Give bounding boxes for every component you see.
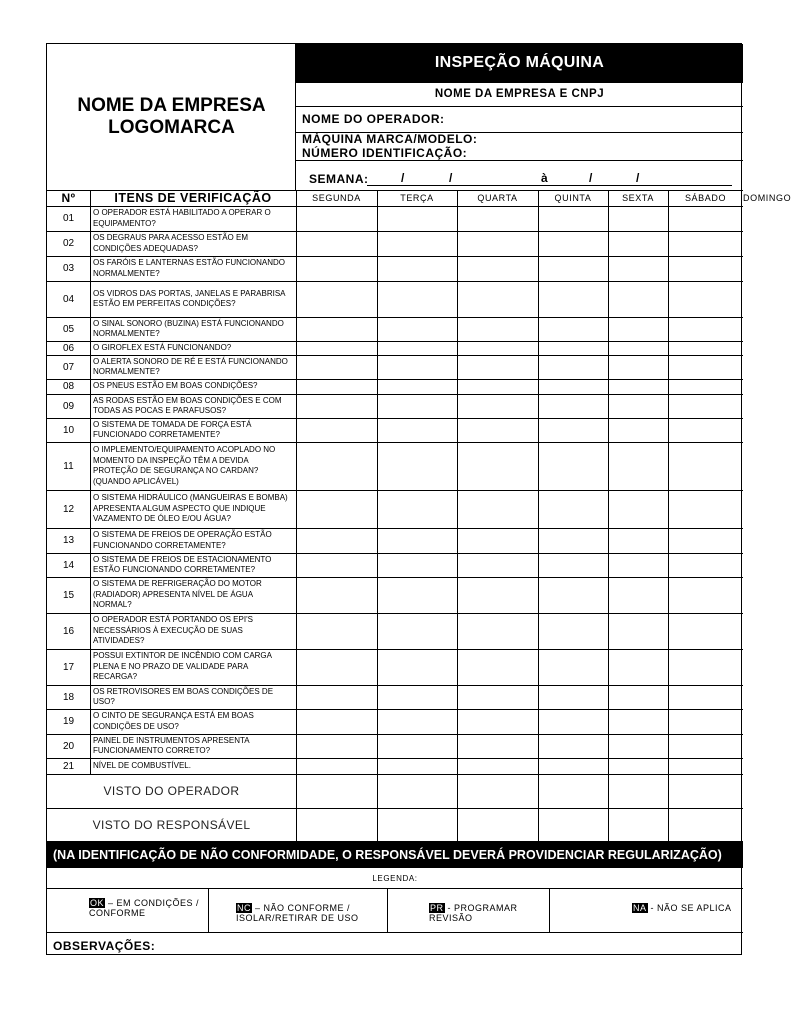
item-number: 08 <box>62 381 75 392</box>
check-cell[interactable] <box>377 317 457 341</box>
check-cell[interactable] <box>668 442 743 490</box>
check-cell[interactable] <box>538 613 608 649</box>
check-cell[interactable] <box>608 553 668 577</box>
check-cell[interactable] <box>538 577 608 613</box>
check-cell[interactable] <box>538 709 608 734</box>
item-description: AS RODAS ESTÃO EM BOAS CONDIÇÕES E COM TODAS AS POCAS E PARAFUSOS? <box>93 395 282 415</box>
check-cell[interactable] <box>377 281 457 317</box>
check-cell[interactable] <box>377 649 457 685</box>
check-cell[interactable] <box>296 355 377 379</box>
item-description: OS DEGRAUS PARA ACESSO ESTÃO EM CONDIÇÕES ADEQUADAS? <box>93 233 249 253</box>
item-description: O OPERADOR ESTÁ HABILITADO A OPERAR O EQUIPAMENTO? <box>93 208 271 228</box>
check-cell[interactable] <box>668 577 743 613</box>
check-cell[interactable] <box>608 758 668 774</box>
col-header-day: QUINTA <box>554 193 592 203</box>
check-cell[interactable] <box>457 553 538 577</box>
check-cell[interactable] <box>668 528 743 553</box>
inspection-form <box>46 43 791 955</box>
check-cell[interactable] <box>296 490 377 528</box>
item-number: 03 <box>62 263 75 274</box>
item-description: NÍVEL DE COMBUSTÍVEL. <box>93 760 191 770</box>
legend-title: LEGENDA: <box>372 873 418 883</box>
check-cell[interactable] <box>296 734 377 758</box>
col-header-items: ITENS DE VERIFICAÇÃO <box>114 191 272 205</box>
item-description: O SISTEMA DE REFRIGERAÇÃO DO MOTOR (RADIADOR) APRESENTA NÍVEL DE ÁGUA NORMAL? <box>93 579 262 610</box>
check-cell[interactable] <box>608 577 668 613</box>
check-cell[interactable] <box>608 490 668 528</box>
check-cell[interactable] <box>608 256 668 281</box>
check-cell[interactable] <box>457 418 538 442</box>
item-description: POSSUI EXTINTOR DE INCÊNDIO COM CARGA PLENA E NO PRAZO DE VALIDADE PARA RECARGA? <box>93 651 272 682</box>
responsible-signature-cell[interactable] <box>608 808 668 841</box>
check-cell[interactable] <box>457 394 538 418</box>
item-description: O ALERTA SONORO DE RÉ E ESTÁ FUNCIONANDO NORMALMENTE? <box>93 356 288 376</box>
check-cell[interactable] <box>296 256 377 281</box>
operator-signature-label: VISTO DO OPERADOR <box>103 784 240 798</box>
check-cell[interactable] <box>608 231 668 256</box>
check-cell[interactable] <box>296 206 377 231</box>
company-logo-label: LOGOMARCA <box>108 117 235 138</box>
check-cell[interactable] <box>457 281 538 317</box>
check-cell[interactable] <box>608 709 668 734</box>
check-cell[interactable] <box>457 341 538 355</box>
check-cell[interactable] <box>668 685 743 709</box>
check-cell[interactable] <box>377 206 457 231</box>
operator-signature-cell[interactable] <box>296 774 377 808</box>
item-description: O IMPLEMENTO/EQUIPAMENTO ACOPLADO NO MOMENTO DA INSPEÇÃO TÊM A DEVIDA PROTEÇÃO DE SEGURANÇA NO CARDAN? (QUANDO APLICÁVEL) <box>93 445 276 486</box>
check-cell[interactable] <box>457 231 538 256</box>
responsible-signature-cell[interactable] <box>668 808 743 841</box>
legend-pr <box>429 903 544 923</box>
check-cell[interactable] <box>457 442 538 490</box>
item-number: 16 <box>62 625 75 637</box>
item-description: O SISTEMA HIDRÁULICO (MANGUEIRAS E BOMBA) APRESENTA ALGUM ASPECTO QUE INDIQUE VAZAMENTO DE ÓLEO E/OU ÁGUA? <box>93 493 288 524</box>
check-cell[interactable] <box>608 418 668 442</box>
check-cell[interactable] <box>377 341 457 355</box>
item-description: OS PNEUS ESTÃO EM BOAS CONDIÇÕES? <box>93 381 258 391</box>
check-cell[interactable] <box>608 379 668 394</box>
check-cell[interactable] <box>668 341 743 355</box>
operator-signature-cell[interactable] <box>538 774 608 808</box>
col-header-day: DOMINGO <box>743 193 791 203</box>
check-cell[interactable] <box>668 649 743 685</box>
check-cell[interactable] <box>457 490 538 528</box>
check-cell[interactable] <box>668 231 743 256</box>
item-number: 09 <box>62 400 75 412</box>
item-description: O SISTEMA DE FREIOS DE ESTACIONAMENTO ESTÃO FUNCIONANDO CORRETAMENTE? <box>93 554 272 574</box>
check-cell[interactable] <box>608 341 668 355</box>
check-cell[interactable] <box>457 709 538 734</box>
check-cell[interactable] <box>668 613 743 649</box>
check-cell[interactable] <box>457 206 538 231</box>
check-cell[interactable] <box>457 758 538 774</box>
item-number: 21 <box>62 760 75 772</box>
item-description: O CINTO DE SEGURANÇA ESTÁ EM BOAS CONDIÇÕES DE USO? <box>93 711 254 731</box>
col-header-day: QUARTA <box>477 193 518 203</box>
week-slash-2: / <box>449 171 453 185</box>
check-cell[interactable] <box>457 528 538 553</box>
check-cell[interactable] <box>668 355 743 379</box>
legend-na <box>632 903 737 913</box>
week-slash-1: / <box>401 171 405 185</box>
check-cell[interactable] <box>457 256 538 281</box>
check-cell[interactable] <box>296 553 377 577</box>
check-cell[interactable] <box>457 577 538 613</box>
check-cell[interactable] <box>668 553 743 577</box>
check-cell[interactable] <box>296 281 377 317</box>
check-cell[interactable] <box>538 442 608 490</box>
machine-model-label: MÁQUINA MARCA/MODELO: <box>302 132 478 146</box>
check-cell[interactable] <box>608 685 668 709</box>
check-cell[interactable] <box>538 649 608 685</box>
legend-pr-text: - PROGRAMAR REVISÃO <box>429 903 518 923</box>
legend-pr-code: PR <box>430 903 444 913</box>
check-cell[interactable] <box>296 685 377 709</box>
company-cnpj-field: NOME DA EMPRESA E CNPJ <box>434 88 605 100</box>
nonconformity-banner: (NA IDENTIFICAÇÃO DE NÃO CONFORMIDADE, O RESPONSÁVEL DEVERÁ PROVIDENCIAR REGULARIZAÇÃO) <box>47 841 743 868</box>
legend-nc-code: NC <box>237 903 251 913</box>
check-cell[interactable] <box>538 256 608 281</box>
legend-ok-text: – EM CONDIÇÕES / CONFORME <box>89 898 200 918</box>
legend-ok <box>89 898 201 918</box>
legend-nc-text: – NÃO CONFORME / ISOLAR/RETIRAR DE USO <box>236 903 359 923</box>
check-cell[interactable] <box>668 317 743 341</box>
check-cell[interactable] <box>296 709 377 734</box>
check-cell[interactable] <box>538 490 608 528</box>
check-cell[interactable] <box>457 355 538 379</box>
responsible-signature-cell[interactable] <box>296 808 377 841</box>
check-cell[interactable] <box>457 734 538 758</box>
check-cell[interactable] <box>538 528 608 553</box>
operator-signature-cell[interactable] <box>457 774 538 808</box>
week-to: à <box>541 171 549 185</box>
operator-signature-cell[interactable] <box>668 774 743 808</box>
item-number: 13 <box>62 535 75 546</box>
item-description: PAINEL DE INSTRUMENTOS APRESENTA FUNCIONAMENTO CORRETO? <box>93 735 250 755</box>
responsible-signature-cell[interactable] <box>377 808 457 841</box>
check-cell[interactable] <box>296 394 377 418</box>
check-cell[interactable] <box>296 442 377 490</box>
item-description: OS RETROVISORES EM BOAS CONDIÇÕES DE USO? <box>93 686 274 706</box>
check-cell[interactable] <box>668 418 743 442</box>
check-cell[interactable] <box>668 256 743 281</box>
item-number: 17 <box>62 661 75 673</box>
item-number: 06 <box>62 342 75 354</box>
company-name: NOME DA EMPRESA <box>77 95 266 116</box>
check-cell[interactable] <box>668 281 743 317</box>
check-cell[interactable] <box>538 418 608 442</box>
check-cell[interactable] <box>608 613 668 649</box>
check-cell[interactable] <box>377 490 457 528</box>
check-cell[interactable] <box>377 256 457 281</box>
item-description: O OPERADOR ESTÁ PORTANDO OS EPI'S NECESSÁRIOS À EXECUÇÃO DE SUAS ATIVIDADES? <box>93 615 253 646</box>
check-cell[interactable] <box>296 418 377 442</box>
item-number: 20 <box>62 740 75 752</box>
item-number: 05 <box>62 323 75 335</box>
check-cell[interactable] <box>296 317 377 341</box>
item-number: 11 <box>63 460 74 472</box>
check-cell[interactable] <box>668 490 743 528</box>
check-cell[interactable] <box>538 281 608 317</box>
item-description: OS FARÓIS E LANTERNAS ESTÃO FUNCIONANDO NORMALMENTE? <box>93 258 286 278</box>
check-cell[interactable] <box>608 528 668 553</box>
check-cell[interactable] <box>538 394 608 418</box>
item-number: 15 <box>62 589 75 601</box>
check-cell[interactable] <box>457 317 538 341</box>
check-cell[interactable] <box>377 734 457 758</box>
check-cell[interactable] <box>296 231 377 256</box>
legend-ok-code: OK <box>90 898 105 908</box>
observations-label: OBSERVAÇÕES: <box>53 939 156 953</box>
check-cell[interactable] <box>608 394 668 418</box>
check-cell[interactable] <box>608 281 668 317</box>
check-cell[interactable] <box>377 231 457 256</box>
check-cell[interactable] <box>377 355 457 379</box>
item-number: 04 <box>62 293 75 305</box>
check-cell[interactable] <box>668 379 743 394</box>
check-cell[interactable] <box>538 685 608 709</box>
check-cell[interactable] <box>296 341 377 355</box>
item-number: 18 <box>62 691 75 703</box>
check-cell[interactable] <box>538 379 608 394</box>
item-number: 19 <box>62 716 75 727</box>
check-cell[interactable] <box>608 734 668 758</box>
check-cell[interactable] <box>668 734 743 758</box>
check-cell[interactable] <box>377 613 457 649</box>
form-title: INSPEÇÃO MÁQUINA <box>296 44 743 82</box>
machine-id-label: NÚMERO IDENTIFICAÇÃO: <box>302 146 468 160</box>
col-header-day: TERÇA <box>400 193 434 203</box>
legend-na-code: NA <box>633 903 647 913</box>
responsible-signature-label: VISTO DO RESPONSÁVEL <box>92 817 251 832</box>
check-cell[interactable] <box>296 379 377 394</box>
check-cell[interactable] <box>668 394 743 418</box>
operator-name-field[interactable]: NOME DO OPERADOR: <box>302 112 445 126</box>
checklist-table <box>47 44 791 956</box>
col-header-num: Nº <box>61 191 76 205</box>
check-cell[interactable] <box>538 553 608 577</box>
check-cell[interactable] <box>668 206 743 231</box>
legend-na-text: - NÃO SE APLICA <box>647 903 732 913</box>
check-cell[interactable] <box>608 206 668 231</box>
check-cell[interactable] <box>668 709 743 734</box>
col-header-day: SEGUNDA <box>312 193 361 203</box>
check-cell[interactable] <box>296 758 377 774</box>
check-cell[interactable] <box>457 685 538 709</box>
check-cell[interactable] <box>538 758 608 774</box>
check-cell[interactable] <box>668 758 743 774</box>
item-number: 12 <box>62 503 75 515</box>
check-cell[interactable] <box>296 577 377 613</box>
check-cell[interactable] <box>538 231 608 256</box>
check-cell[interactable] <box>608 355 668 379</box>
check-cell[interactable] <box>377 394 457 418</box>
check-cell[interactable] <box>377 418 457 442</box>
legend-nc <box>236 903 384 923</box>
week-slash-4: / <box>636 171 640 185</box>
item-description: O SISTEMA DE TOMADA DE FORÇA ESTÁ FUNCIONADO CORRETAMENTE? <box>93 419 252 439</box>
check-cell[interactable] <box>377 577 457 613</box>
item-description: O SISTEMA DE FREIOS DE OPERAÇÃO ESTÃO FUNCIONANDO CORRETAMENTE? <box>93 530 272 550</box>
check-cell[interactable] <box>296 613 377 649</box>
item-number: 10 <box>62 424 75 436</box>
check-cell[interactable] <box>377 758 457 774</box>
check-cell[interactable] <box>377 442 457 490</box>
check-cell[interactable] <box>296 649 377 685</box>
check-cell[interactable] <box>457 379 538 394</box>
check-cell[interactable] <box>538 341 608 355</box>
item-number: 02 <box>62 238 75 249</box>
operator-signature-cell[interactable] <box>608 774 668 808</box>
check-cell[interactable] <box>538 355 608 379</box>
item-number: 14 <box>62 559 75 571</box>
responsible-signature-cell[interactable] <box>457 808 538 841</box>
item-description: O SINAL SONORO (BUZINA) ESTÁ FUNCIONANDO NORMALMENTE? <box>93 318 284 338</box>
check-cell[interactable] <box>377 685 457 709</box>
check-cell[interactable] <box>608 317 668 341</box>
check-cell[interactable] <box>538 734 608 758</box>
col-header-day: SÁBADO <box>684 193 727 203</box>
item-description: O GIROFLEX ESTÁ FUNCIONANDO? <box>93 342 232 352</box>
check-cell[interactable] <box>457 649 538 685</box>
check-cell[interactable] <box>377 553 457 577</box>
check-cell[interactable] <box>457 613 538 649</box>
check-cell[interactable] <box>538 317 608 341</box>
item-description: OS VIDROS DAS PORTAS, JANELAS E PARABRISA ESTÃO EM PERFEITAS CONDIÇÕES? <box>93 288 286 308</box>
check-cell[interactable] <box>377 379 457 394</box>
check-cell[interactable] <box>608 442 668 490</box>
operator-signature-cell[interactable] <box>377 774 457 808</box>
week-label: SEMANA: <box>309 172 369 186</box>
check-cell[interactable] <box>608 649 668 685</box>
check-cell[interactable] <box>377 709 457 734</box>
responsible-signature-cell[interactable] <box>538 808 608 841</box>
check-cell[interactable] <box>538 206 608 231</box>
item-number: 07 <box>62 361 75 373</box>
week-slash-3: / <box>589 171 593 185</box>
check-cell[interactable] <box>296 528 377 553</box>
col-header-day: SEXTA <box>622 193 654 203</box>
item-number: 01 <box>62 213 75 224</box>
check-cell[interactable] <box>377 528 457 553</box>
